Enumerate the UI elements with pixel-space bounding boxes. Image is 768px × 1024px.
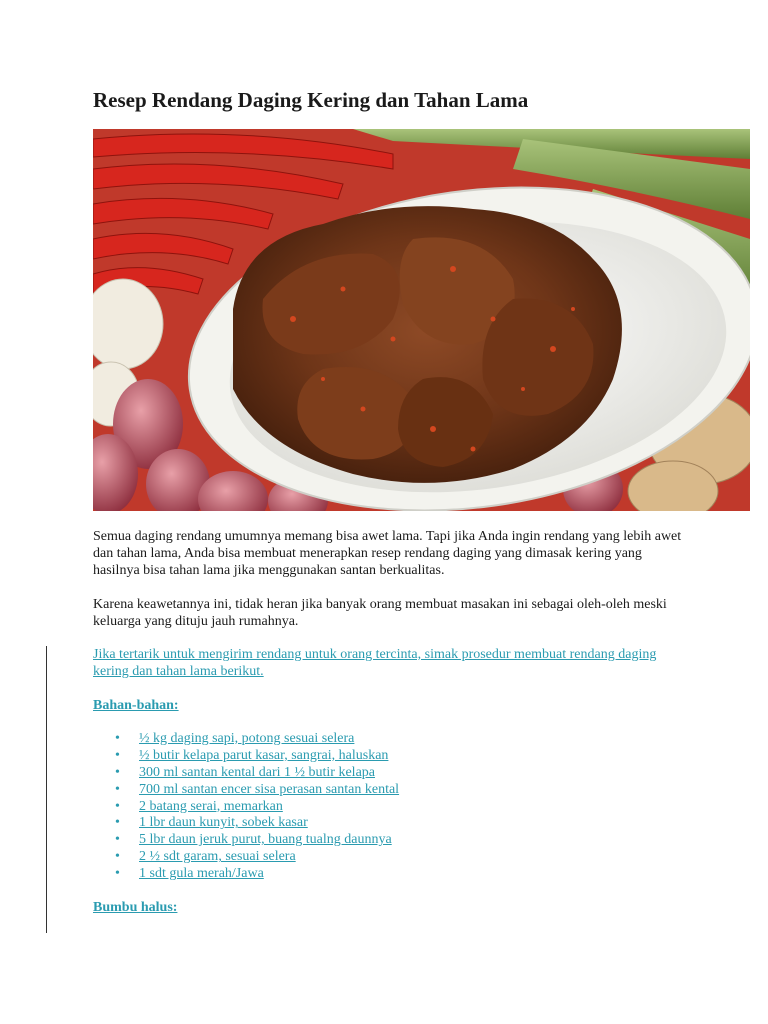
paragraph-intro: Semua daging rendang umumnya memang bisa awet lama. Tapi jika Anda ingin rendang yang lebih awet dan tahan lama, Anda bisa membuat menerapkan resep rendang daging yang dimasak kering yang hasilnya bisa tahan lama jika menggunakan santan berkualitas. bbox=[93, 529, 682, 578]
bullet-icon: • bbox=[115, 747, 120, 763]
ingredient-text[interactable]: 5 lbr daun jeruk purut, buang tualng daunnya bbox=[139, 832, 392, 848]
bullet-icon: • bbox=[115, 866, 120, 882]
ingredient-text[interactable]: 700 ml santan encer sisa perasan santan kental bbox=[139, 781, 400, 797]
ingredient-text[interactable]: 1 sdt gula merah/Jawa bbox=[139, 866, 264, 882]
bullet-icon: • bbox=[115, 764, 120, 780]
ingredient-text[interactable]: 2 ½ sdt garam, sesuai selera bbox=[139, 849, 296, 865]
bullet-icon: • bbox=[115, 731, 120, 746]
ingredient-text[interactable]: 300 ml santan kental dari 1 ½ butir kelapa bbox=[139, 764, 375, 780]
intro-link[interactable]: Jika tertarik untuk mengirim rendang untuk orang tercinta, simak prosedur membuat rendang daging kering dan tahan lama berikut. bbox=[93, 647, 657, 679]
bullet-icon: • bbox=[115, 781, 120, 797]
ingredient-text[interactable]: 1 lbr daun kunyit, sobek kasar bbox=[139, 815, 308, 831]
ingredient-text[interactable]: ½ butir kelapa parut kasar, sangrai, haluskan bbox=[139, 747, 389, 763]
ingredient-text[interactable]: ½ kg daging sapi, potong sesuai selera bbox=[139, 731, 355, 746]
paragraph-oleh-oleh: Karena keawetannya ini, tidak heran jika banyak orang membuat masakan ini sebagai oleh-oleh meski keluarga yang dituju jauh rumahnya. bbox=[93, 597, 667, 629]
spices-heading[interactable]: Bumbu halus: bbox=[93, 900, 178, 915]
bullet-icon: • bbox=[115, 798, 120, 814]
ingredient-text[interactable]: 2 batang serai, memarkan bbox=[139, 798, 283, 814]
rendang-photo bbox=[93, 129, 750, 511]
bullet-icon: • bbox=[115, 849, 120, 865]
article-title: Resep Rendang Daging Kering dan Tahan Lama bbox=[93, 88, 529, 112]
margin-change-bar bbox=[46, 646, 47, 933]
bullet-icon: • bbox=[115, 815, 120, 831]
ingredients-heading[interactable]: Bahan-bahan: bbox=[93, 698, 179, 713]
bullet-icon: • bbox=[115, 832, 120, 848]
